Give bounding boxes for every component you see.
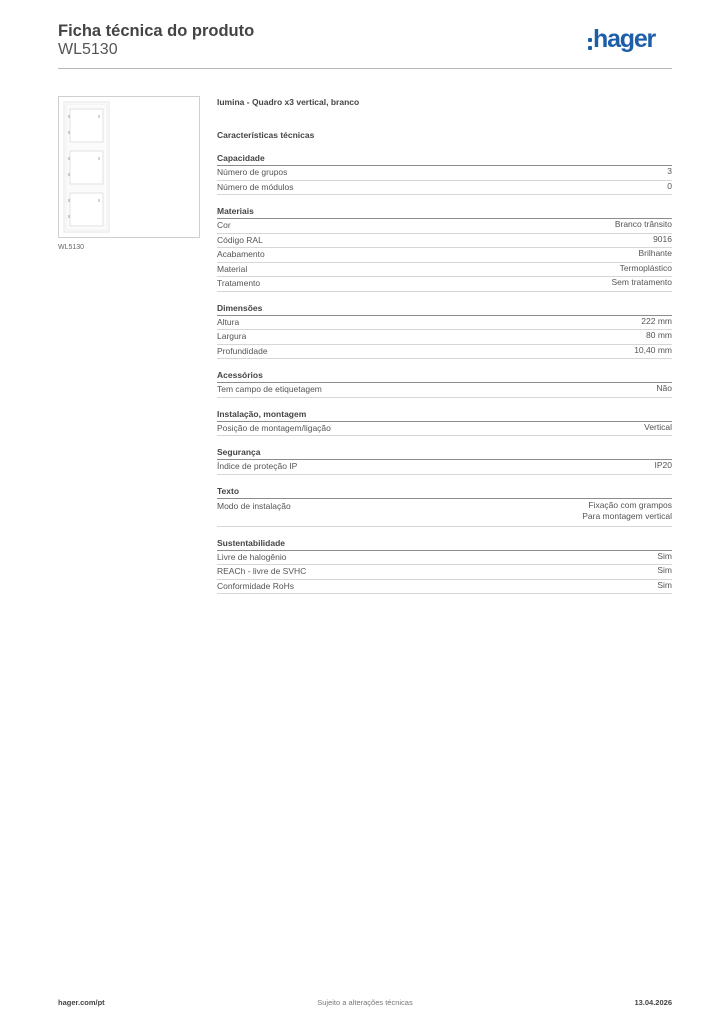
spec-value-line: Termoplástico (619, 262, 672, 273)
section-title: Acessórios (217, 369, 672, 383)
section-title: Capacidade (217, 152, 672, 166)
spec-value-line: IP20 (654, 460, 672, 470)
section-title: Materiais (217, 205, 672, 219)
spec-section (217, 205, 672, 292)
page-header (58, 22, 672, 68)
spec-value (657, 565, 672, 577)
spec-row (217, 166, 672, 181)
spec-value (655, 460, 673, 472)
section-title: Texto (217, 485, 672, 499)
spec-value-line: Fixação com grampos (588, 499, 672, 510)
spec-value (641, 316, 672, 328)
spec-label: Número de módulos (217, 181, 294, 192)
spec-label: REACh - livre de SVHC (217, 566, 307, 576)
spec-value-line: Brilhante (638, 248, 672, 258)
section-title: Segurança (217, 446, 672, 460)
spec-value (646, 330, 672, 342)
spec-section (217, 369, 672, 398)
header-divider (58, 68, 672, 69)
spec-value-line: 0 (667, 180, 672, 191)
spec-label: Cor (217, 220, 231, 230)
spec-value-line: 80 mm (646, 330, 672, 340)
spec-value (644, 422, 672, 434)
spec-section (217, 485, 672, 527)
spec-row (217, 460, 672, 475)
logo-text: hager (593, 25, 656, 53)
characteristics-title: Características técnicas (217, 130, 315, 140)
page-footer (58, 996, 672, 1010)
page-title: Ficha técnica do produto (58, 22, 255, 40)
spec-value (657, 580, 672, 592)
spec-value-line: Sem tratamento (611, 277, 672, 287)
footer-website[interactable]: hager.com/pt (58, 998, 105, 1007)
spec-label: Material (217, 263, 248, 274)
spec-row (217, 422, 672, 437)
spec-label: Tratamento (217, 278, 261, 288)
spec-row (217, 181, 672, 196)
spec-value (612, 277, 672, 289)
spec-value-line: Não (656, 383, 672, 393)
spec-value-line: Branco trânsito (614, 219, 672, 229)
spec-row (217, 499, 672, 527)
footer-note: Sujeito a alterações técnicas (317, 998, 413, 1007)
spec-row (217, 219, 672, 234)
spec-row (217, 565, 672, 580)
spec-row (217, 263, 672, 278)
spec-value-line: 9016 (653, 233, 672, 244)
footer-date: 13.04.2026 (634, 998, 672, 1007)
spec-label: Tem campo de etiquetagem (217, 384, 322, 394)
spec-value-line: 3 (667, 166, 672, 176)
image-caption: WL5130 (58, 244, 85, 251)
spec-label: Número de grupos (217, 167, 288, 177)
spec-value-line: Sim (657, 565, 672, 575)
section-title: Sustentabilidade (217, 537, 672, 551)
section-title: Instalação, montagem (217, 408, 672, 422)
spec-value-line: Sim (657, 550, 672, 561)
spec-row (217, 580, 672, 595)
product-description: lumina - Quadro x3 vertical, branco (217, 97, 360, 107)
spec-row (217, 330, 672, 345)
spec-row (217, 234, 672, 249)
spec-label: Modo de instalação (217, 500, 291, 511)
spec-value (653, 234, 672, 246)
product-image (58, 96, 200, 238)
spec-value-line: Vertical (644, 421, 672, 432)
spec-row (217, 248, 672, 263)
spec-sections (217, 152, 672, 594)
spec-value (657, 551, 672, 563)
spec-label: Posição de montagem/ligação (217, 422, 331, 433)
triple-frame-icon (59, 97, 199, 237)
spec-row (217, 316, 672, 331)
logo-dots-icon (588, 38, 592, 54)
spec-value (667, 181, 672, 193)
spec-value-line: Para montagem vertical (582, 511, 672, 521)
spec-value-line: 10,40 mm (634, 344, 672, 355)
spec-row (217, 277, 672, 292)
spec-label: Largura (217, 331, 247, 341)
product-specifications (217, 95, 672, 594)
spec-label: Código RAL (217, 234, 263, 245)
spec-label: Índice de proteção IP (217, 461, 298, 471)
spec-value (667, 166, 672, 178)
spec-label: Altura (217, 316, 240, 327)
section-title: Dimensões (217, 302, 672, 316)
spec-value (656, 383, 672, 395)
spec-row (217, 383, 672, 398)
spec-value (582, 500, 672, 523)
spec-value (634, 345, 672, 357)
spec-value (620, 263, 672, 275)
spec-value-line: 222 mm (641, 315, 672, 326)
hager-logo (588, 25, 672, 56)
spec-section (217, 152, 672, 195)
spec-label: Profundidade (217, 345, 268, 356)
spec-section (217, 537, 672, 595)
spec-label: Livre de halogênio (217, 551, 287, 562)
spec-label: Conformidade RoHs (217, 580, 295, 591)
spec-value (615, 219, 672, 231)
spec-label: Acabamento (217, 249, 265, 259)
spec-value (638, 248, 672, 260)
spec-section (217, 446, 672, 475)
spec-row (217, 345, 672, 360)
spec-section (217, 302, 672, 360)
spec-row (217, 551, 672, 566)
spec-section (217, 408, 672, 437)
spec-value-line: Sim (657, 579, 672, 590)
product-code: WL5130 (58, 41, 118, 58)
